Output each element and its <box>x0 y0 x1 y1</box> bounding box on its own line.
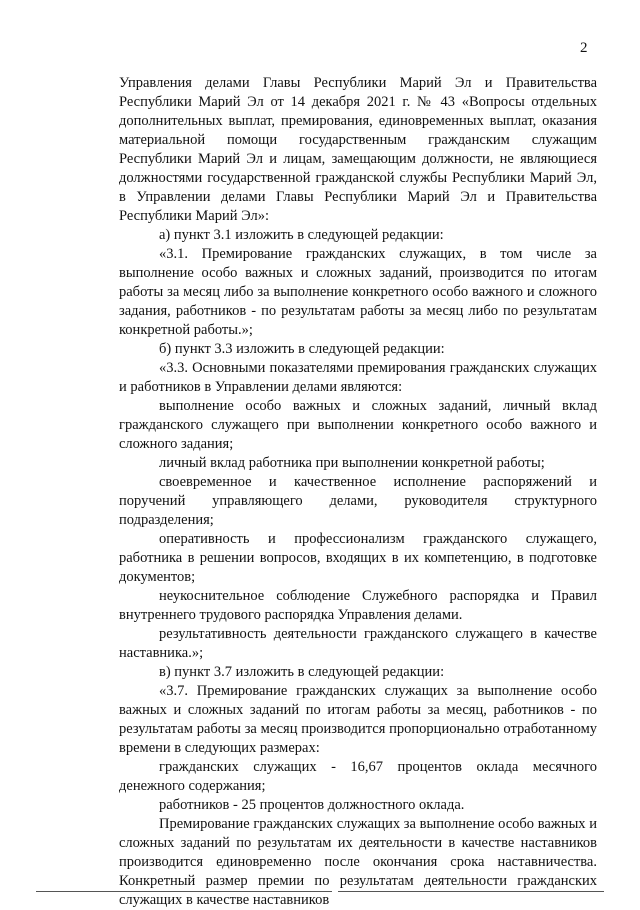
paragraph: «3.7. Премирование гражданских служащих за выполнение особо важных и сложных заданий по итогам работы за месяц, работников - по результатам работы за месяц производится пропорционально отработанному времени в следующих размерах: <box>119 683 597 756</box>
paragraph: неукоснительное соблюдение Служебного распорядка и Правил внутреннего трудового распорядка Управления делами. <box>119 588 597 623</box>
paragraph: б) пункт 3.3 изложить в следующей редакции: <box>159 341 445 357</box>
paragraph: гражданских служащих - 16,67 процентов оклада месячного денежного содержания; <box>119 759 597 794</box>
footer-rule-right <box>338 891 604 892</box>
footer-rule-left <box>36 891 332 892</box>
paragraph: выполнение особо важных и сложных заданий, личный вклад гражданского служащего при выполнении конкретного особо важного и сложного задания; <box>119 398 597 452</box>
paragraph: «3.1. Премирование гражданских служащих, в том числе за выполнение особо важных и сложных заданий, производится по итогам работы за месяц либо за выполнение конкретного особо важного и сложного задания, работников - по результатам работы за месяц либо по результатам конкретной работы.»; <box>119 246 597 338</box>
paragraph: результативность деятельности гражданского служащего в качестве наставника.»; <box>119 626 597 661</box>
paragraph: личный вклад работника при выполнении конкретной работы; <box>159 455 545 471</box>
paragraph: в) пункт 3.7 изложить в следующей редакции: <box>159 664 445 680</box>
paragraph: своевременное и качественное исполнение распоряжений и поручений управляющего делами, руководителя структурного подразделения; <box>119 474 597 528</box>
paragraph: Управления делами Главы Республики Марий Эл и Правительства Республики Марий Эл от 14 декабря 2021 г. № 43 «Вопросы отдельных дополнительных выплат, премирования, единовременных выплат, оказания материальной помощи государственным гражданским служащим Республики Марий Эл и лицам, замещающим должности, не являющиеся должностями государственной гражданской службы Республики Марий Эл, в Управлении делами Главы Республики Марий Эл и Правительства Республики Марий Эл»: <box>119 75 597 224</box>
paragraph: Премирование гражданских служащих за выполнение особо важных и сложных заданий по результатам их деятельности в качестве наставников производится единовременно после окончания срока наставничества. Конкретный размер премии по результатам деятельности гражданских служащих в качестве наставников <box>119 816 597 908</box>
paragraph: работников - 25 процентов должностного оклада. <box>159 797 465 813</box>
document-body <box>119 74 597 910</box>
paragraph: оперативность и профессионализм гражданского служащего, работника в решении вопросов, входящих в их компетенцию, в подготовке документов; <box>119 531 597 585</box>
paragraph: «3.3. Основными показателями премирования гражданских служащих и работников в Управлении делами являются: <box>119 360 597 395</box>
paragraph: а) пункт 3.1 изложить в следующей редакции: <box>159 227 444 243</box>
page-number: 2 <box>580 40 588 56</box>
